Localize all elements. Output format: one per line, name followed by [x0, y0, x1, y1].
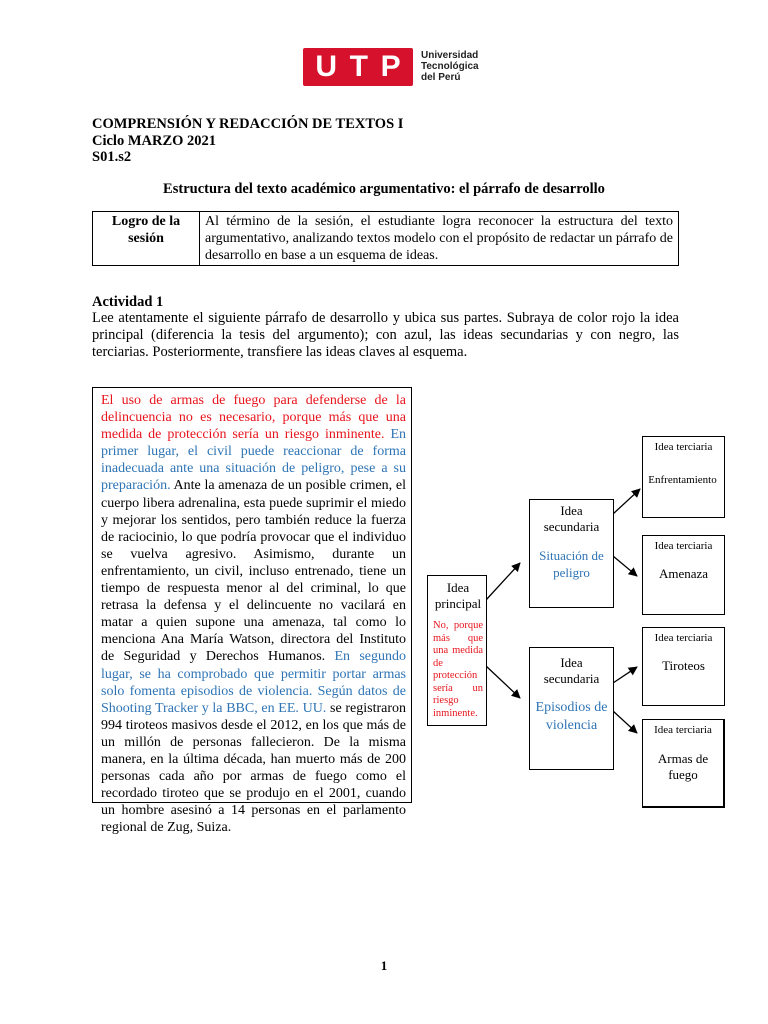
arrow-secundaria-2-to-terciaria-4	[613, 711, 637, 733]
idea-secundaria-2-text: En segundo lugar, se ha comprobado que permitir portar armas solo fomenta episodios de violencia. Según datos de Shooting Tracker y la BBC, en EE. UU.	[101, 649, 406, 716]
logo-letter: U	[315, 50, 337, 83]
idea-terciaria-3-head: Idea terciaria	[654, 632, 713, 644]
scheme-idea-terciaria-1	[642, 436, 725, 518]
course-header	[92, 116, 403, 166]
arrow-principal-to-secundaria-2	[486, 666, 520, 698]
activity-title: Actividad 1	[92, 294, 164, 310]
idea-secundaria-1-summary: Situación de peligro	[539, 548, 604, 580]
arrow-secundaria-2-to-terciaria-3	[613, 667, 637, 683]
idea-terciaria-1-head: Idea terciaria	[654, 441, 713, 453]
idea-principal-head: Idea principal	[434, 580, 482, 611]
course-cycle: Ciclo MARZO 2021	[92, 132, 217, 149]
utp-logo	[303, 48, 479, 88]
logro-text: Al término de la sesión, el estudiante logra reconocer la estructura del texto argumentativo, analizando textos modelo con el propósito de redactar un párrafo de desarrollo en base a un esquema de ideas.	[200, 212, 679, 266]
scheme-idea-principal	[427, 575, 487, 726]
logro-label: Logro de la sesión	[93, 212, 200, 266]
document-title: Estructura del texto académico argumentativo: el párrafo de desarrollo	[163, 181, 605, 197]
arrow-secundaria-1-to-terciaria-2	[613, 556, 637, 576]
logo-line: Universidad	[421, 50, 479, 61]
arrow-principal-to-secundaria-1	[486, 563, 520, 600]
scheme-idea-secundaria-1	[529, 499, 614, 608]
logro-table	[92, 211, 679, 266]
idea-secundaria-2-summary: Episodios de violencia	[535, 700, 608, 733]
idea-secundaria-2-head: Idea secundaria	[543, 655, 600, 686]
activity-instructions: Lee atentamente el siguiente párrafo de desarrollo y ubica sus partes. Subraya de color rojo la idea principal (diferencia la tesis del argumento); con azul, las ideas secundarias y con negro, las terciarias. Posteriormente, transfiere las ideas claves al esquema.	[92, 310, 679, 360]
idea-secundaria-1-text: En primer lugar, el civil puede reaccionar de forma inadecuada ante una situación de peligro, pese a su preparación.	[101, 427, 407, 494]
idea-terciaria-3-summary: Tiroteos	[662, 658, 705, 673]
idea-terciaria-4-head: Idea terciaria	[654, 724, 712, 736]
logo-wordmark	[421, 50, 479, 83]
logo-letter: T	[349, 50, 368, 83]
logo-letter: P	[380, 50, 401, 83]
idea-terciaria-1-summary: Enfrentamiento	[648, 474, 717, 486]
arrow-secundaria-1-to-terciaria-1	[613, 489, 640, 514]
idea-principal-text: El uso de armas de fuego para defenderse de la delincuencia no es necesario, porque más que una medida de protección sería un riesgo inminente.	[101, 393, 406, 443]
idea-terciaria-2-summary: Amenaza	[658, 566, 709, 581]
idea-terciaria-1-text: Ante la amenaza de un posible crimen, el cuerpo libera adrenalina, esta puede suprimir el miedo y mejorar los sentidos, pero también reduce la fuerza de raciocinio, lo que podría provocar que el individuo se vuelva agresivo. Asimismo, durante un enfrentamiento, un civil, incluso entrenado, tiene un tiempo de respuesta menor al del criminal, lo que retrasa la defensa y el delincuente no vacilará en matar a quien supone una amenaza, tal como lo menciona Ana María Watson, directora del Instituto de Seguridad y Derechos Humanos.	[101, 478, 406, 665]
idea-terciaria-2-text: se registraron 994 tiroteos masivos desde el 2012, en los que más de un millón de personas fallecieron. De la misma manera, en la última década, han muerto más de 200 personas cada año por armas de fuego como el recordado tiroteo que se produjo en el 2001, cuando un hombre asesinó a 14 personas en el parlamento regional de Zug, Suiza.	[101, 700, 406, 836]
scheme-idea-terciaria-2	[642, 535, 725, 615]
scheme-idea-secundaria-2	[529, 647, 614, 770]
idea-secundaria-1-head: Idea secundaria	[543, 503, 600, 534]
logo-mark	[303, 48, 413, 86]
course-name: COMPRENSIÓN Y REDACCIÓN DE TEXTOS I	[92, 116, 404, 132]
page-number: 1	[380, 958, 388, 973]
logo-line: Tecnológica	[421, 61, 479, 72]
course-session: S01.s2	[92, 149, 132, 165]
logo-line: del Perú	[421, 72, 461, 83]
idea-terciaria-4-summary: Armas de fuego	[657, 751, 709, 782]
idea-terciaria-2-head: Idea terciaria	[654, 540, 713, 552]
idea-principal-summary: No, porque más que una medida de protección sería un riesgo inminente.	[433, 620, 483, 719]
scheme-idea-terciaria-4	[642, 719, 725, 808]
scheme-idea-terciaria-3	[642, 627, 725, 706]
paragraph-box	[92, 387, 412, 836]
